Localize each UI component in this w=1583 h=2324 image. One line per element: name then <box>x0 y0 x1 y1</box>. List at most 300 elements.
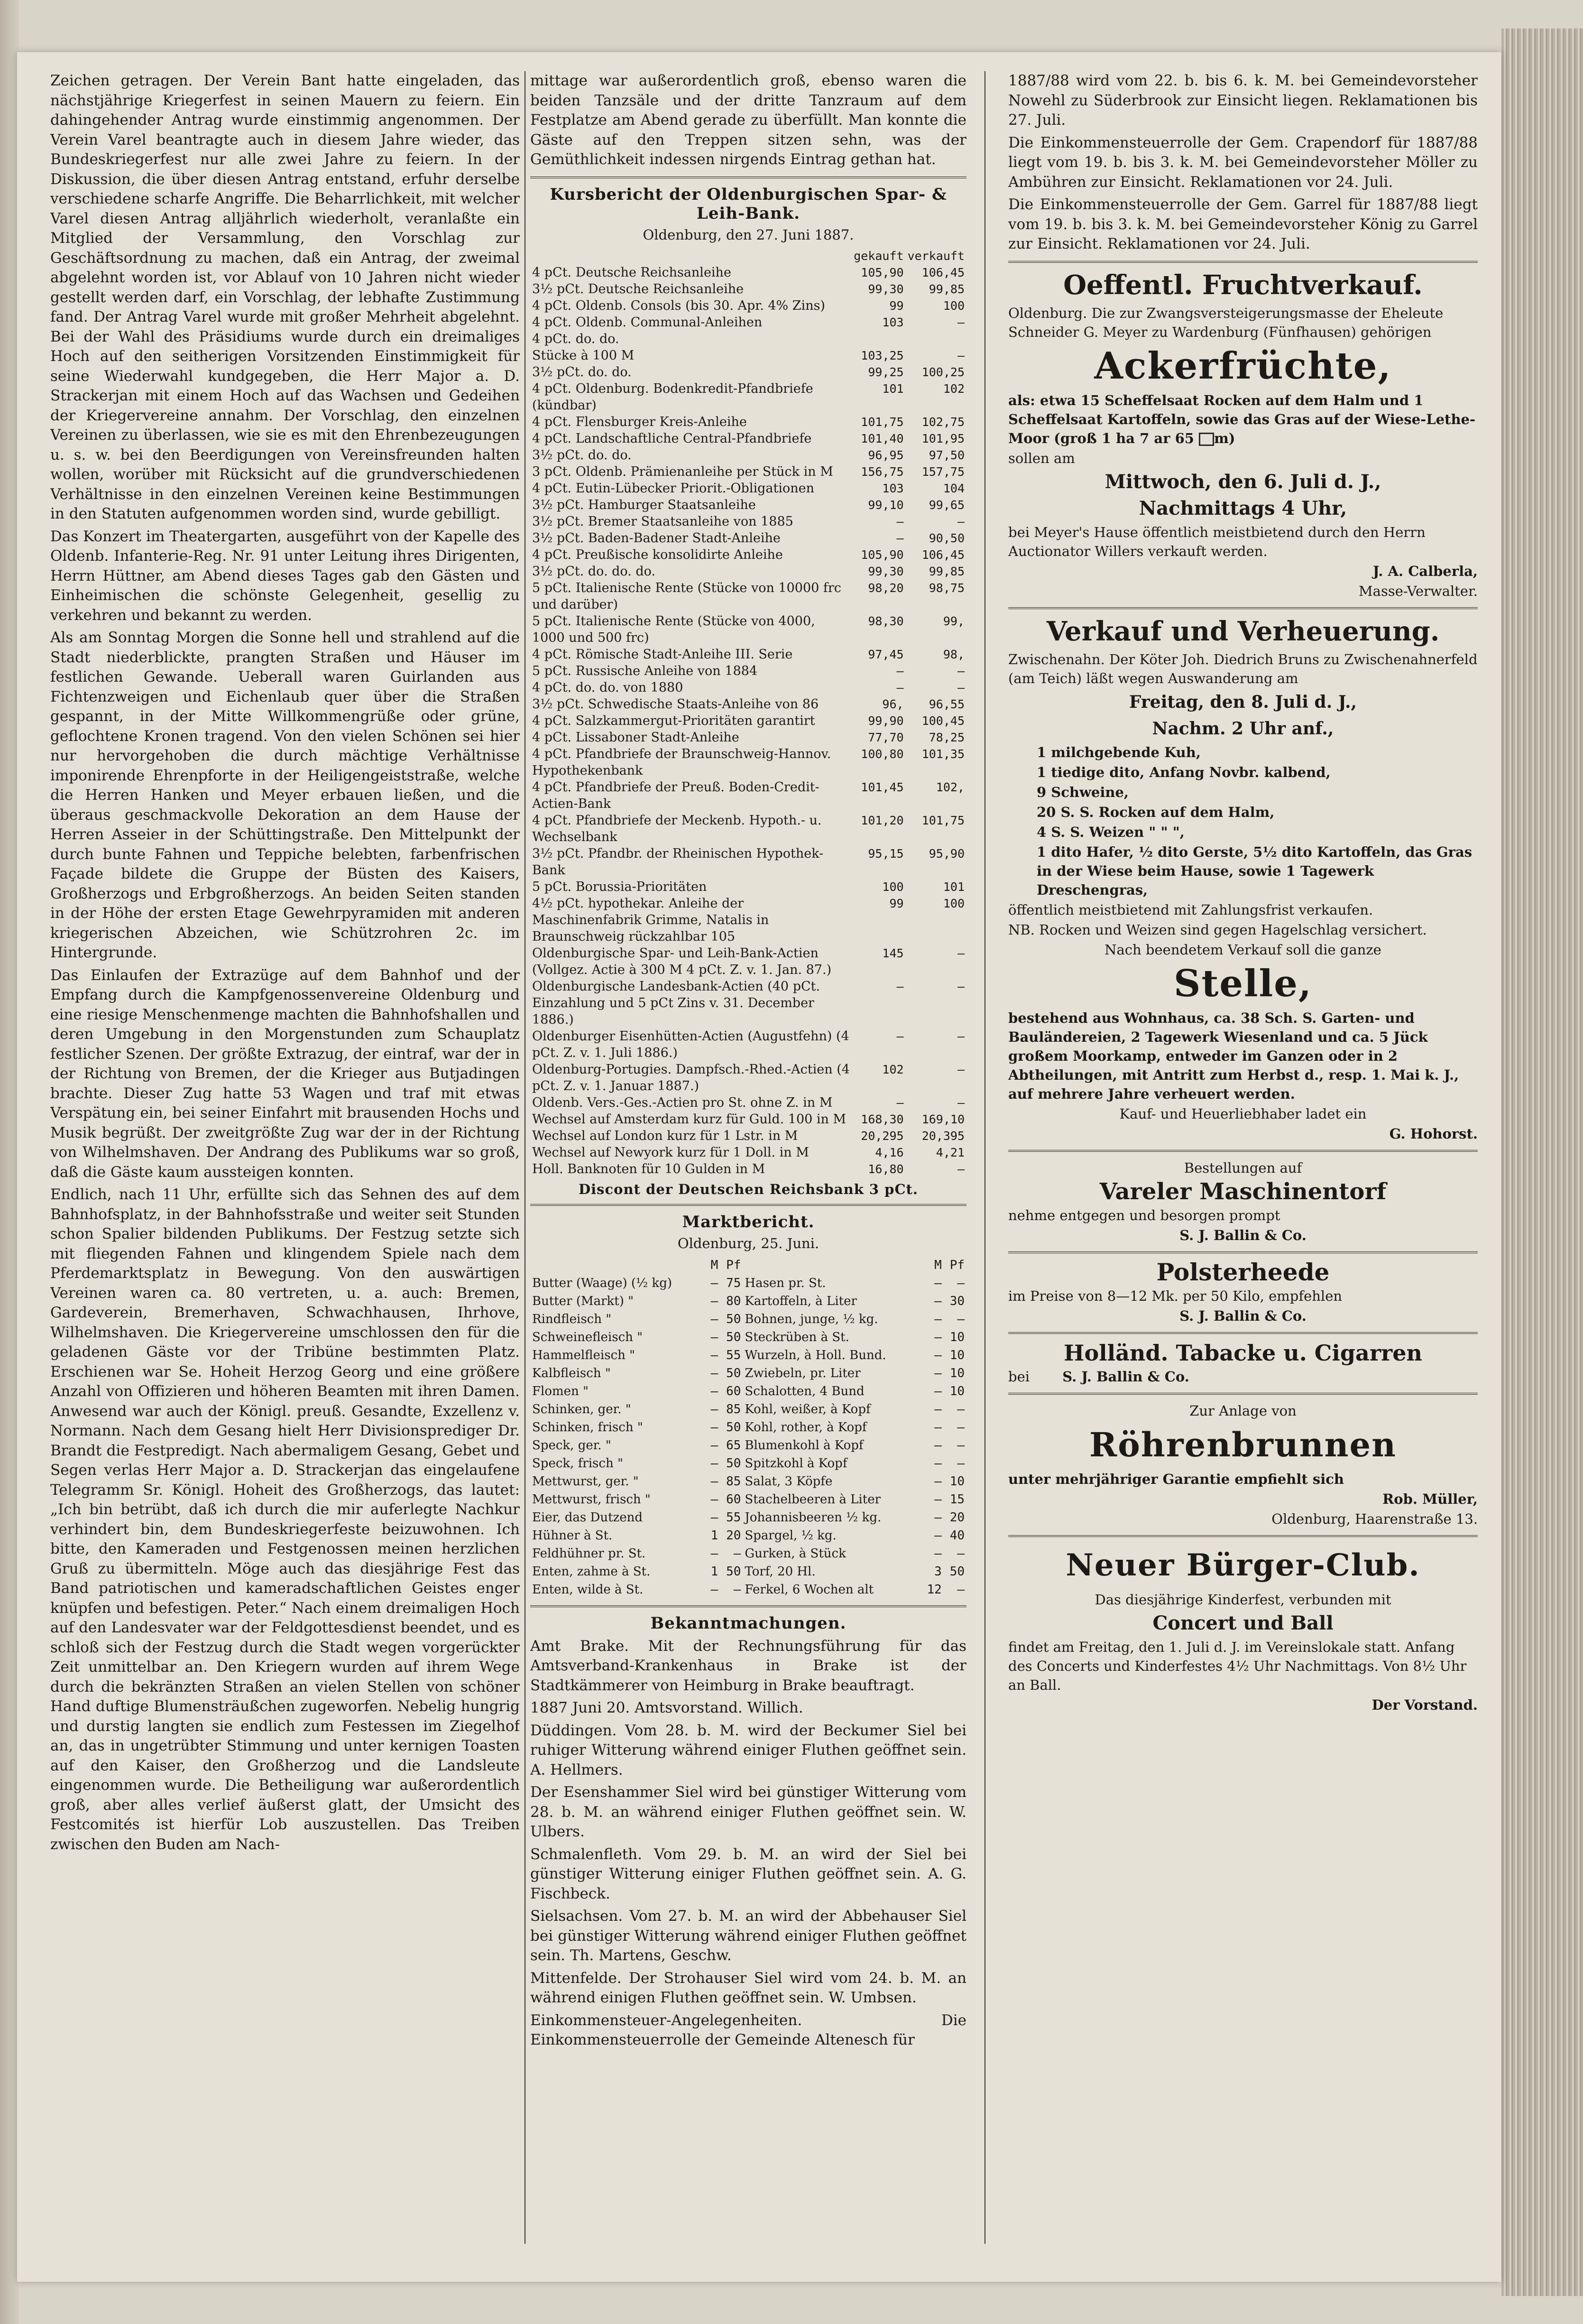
ad-text: bei Meyer's Hause öffentlich meistbietend durch den Herrn Auctionator Willers verkauft werden. <box>1008 524 1426 559</box>
kurs-verkauft: 169,10 <box>921 1112 965 1126</box>
kurs-security: 4 pCt. Römische Stadt-Anleihe III. Serie <box>532 647 793 662</box>
notice-paragraph: Die Einkommensteuerrolle der Gem. Garrel für 1887/88 liegt vom 19. b. bis 3. k. M. bei Gemeindevorsteher König zu Garrel zur Einsicht. Reklamationen vor 24. Juli. <box>1008 196 1478 252</box>
markt-item: Mettwurst, ger. " <box>532 1474 639 1489</box>
markt-pfennig: — <box>957 1456 965 1471</box>
column-2 <box>530 71 966 2053</box>
markt-item: Torf, 20 Hl. <box>745 1564 816 1579</box>
kurs-gekauft: — <box>896 680 904 694</box>
kurs-gekauft: 156,75 <box>861 464 904 479</box>
kurs-verkauft: 100,45 <box>921 713 965 728</box>
markt-item: Blumenkohl à Kopf <box>745 1438 864 1453</box>
kurs-row <box>530 297 966 314</box>
kurs-gekauft: 103 <box>882 315 904 329</box>
kurs-row <box>530 347 966 364</box>
markt-item: Schweinefleisch " <box>532 1330 643 1344</box>
notice-paragraph: 1887 Juni 20. Amtsvorstand. Willich. <box>530 1699 803 1716</box>
kurs-verkauft: — <box>957 1029 965 1043</box>
markt-mark: — <box>710 1294 718 1308</box>
markt-item: Johannisbeeren ½ kg. <box>745 1510 882 1525</box>
kurs-verkauft: 102,75 <box>921 415 965 429</box>
markt-row <box>530 1328 966 1346</box>
ad-item-list <box>1008 743 1478 899</box>
markt-mark: — <box>934 1330 942 1344</box>
kurs-gekauft: 77,70 <box>868 730 904 744</box>
kurs-verkauft: — <box>957 979 965 993</box>
markt-row <box>530 1509 966 1527</box>
kurs-gekauft: 100,80 <box>861 747 904 761</box>
ad-time: Nachmittags 4 Uhr, <box>1139 497 1347 519</box>
markt-pfennig: 20 <box>949 1510 965 1525</box>
markt-mark: — <box>710 1366 718 1380</box>
ad-text: unter mehrjähriger Garantie empfiehlt sich <box>1008 1471 1344 1487</box>
markt-pfennig: 60 <box>726 1492 741 1507</box>
markt-mark: — <box>710 1456 718 1471</box>
markt-mark: — <box>710 1348 718 1362</box>
ad-list-item: 4 S. S. Weizen " " ", <box>1037 824 1185 840</box>
unit-pfennig: Pf <box>949 1258 965 1272</box>
markt-row <box>530 1292 966 1310</box>
markt-item: Wurzeln, à Holl. Bund. <box>745 1348 886 1362</box>
kurs-row <box>530 497 966 513</box>
ad-signature: S. J. Ballin & Co. <box>1179 1307 1307 1324</box>
markt-pfennig: 55 <box>726 1510 741 1525</box>
markt-pfennig: — <box>957 1420 965 1435</box>
ad-text: NB. Rocken und Weizen sind gegen Hagelschlag versichert. <box>1008 921 1427 938</box>
kurs-gekauft: 99 <box>889 298 904 313</box>
markt-item: Kohl, rother, à Kopf <box>745 1420 867 1435</box>
kurs-gekauft: 145 <box>882 946 904 960</box>
kurs-row <box>530 447 966 463</box>
kurs-row <box>530 663 966 679</box>
kurs-gekauft: 96, <box>882 697 904 711</box>
kurs-security: Oldenburgische Landesbank-Actien (40 pCt. Einzahlung und 5 pCt Zins v. 31. December 1886.) <box>532 979 820 1027</box>
markt-pfennig: — <box>957 1546 965 1561</box>
markt-pfennig: 10 <box>949 1348 965 1362</box>
markt-mark: — <box>710 1582 718 1597</box>
markt-mark: — <box>710 1384 718 1398</box>
ad-date: Freitag, den 8. Juli d. J., <box>1129 692 1357 712</box>
ad-divider <box>1008 1535 1478 1537</box>
ad-title: Holländ. Tabacke u. Cigarren <box>1063 1340 1422 1366</box>
col-header-gekauft: gekauft <box>854 249 904 263</box>
kurs-row <box>530 430 966 447</box>
kurs-security: Holl. Banknoten für 10 Gulden in M <box>532 1161 765 1176</box>
article-paragraph: Zeichen getragen. Der Verein Bant hatte eingeladen, das nächstjährige Kriegerfest in seinen Mauern zu feiern. Ein dahingehender Antrag wurde einstimmig angenommen. Der Verein Varel beantragte auch in diesem Jahre wieder, das Bundeskriegerfest nur alle zwei Jahre zu feiern. In der Diskussion, die über diesen Antrag entstand, erfuhr derselbe verschiedene scharfe Angriffe. Die Beharrlichkeit, mit welcher Varel diesen Antrag alljährlich wiederholt, veranlaßte ein Mitglied der Versammlung, den Vorschlag zur Geschäftsordnung zu machen, daß ein Antrag, der zweimal abgelehnt worden ist, vor Ablauf von 10 Jahren nicht wieder gestellt werden darf, ein Vorschlag, der lebhafte Zustimmung fand. Der Antrag Varel wurde mit großer Mehrheit abgelehnt. Bei der Wahl des Präsidiums wurde durch ein dreimaliges Hoch auf den seitherigen Vorsitzenden Einstimmigkeit für seine Wiederwahl kundgegeben, die Herr Major a. D. Strackerjan mit einem Hoch auf das Wachsen und Gedeihen der Kriegervereine annahm. Der Vorschlag, den einzelnen Vereinen zu überlassen, wie sie es mit den Ehrenbezeugungen u. s. w. bei den Beerdigungen von Vereinsfreunden halten wollen, worüber mit Rücksicht auf die grundverschiedenen Verhältnisse in den einzelnen Vereinen keine Bestimmungen in den Statuten aufgenommen worden sind, wurde gebilligt. <box>50 72 520 522</box>
kurs-verkauft: — <box>957 1095 965 1110</box>
kurs-security: 3½ pCt. Hamburger Staatsanleihe <box>532 497 756 512</box>
kurs-row <box>530 1144 966 1161</box>
markt-pfennig: 60 <box>726 1384 741 1398</box>
markt-pfennig: — <box>957 1438 965 1453</box>
markt-row <box>530 1418 966 1436</box>
markt-pfennig: 10 <box>949 1330 965 1344</box>
kurs-gekauft: 101 <box>882 381 904 396</box>
kurs-gekauft: 101,40 <box>861 431 904 445</box>
ad-text: Zwischenahn. Der Köter Joh. Diedrich Bruns zu Zwischenahnerfeld (am Teich) läßt wegen Auswanderung am <box>1008 651 1478 686</box>
markt-pfennig: 40 <box>949 1528 965 1543</box>
kurs-row <box>530 380 966 414</box>
kurs-row <box>530 580 966 613</box>
kurs-verkauft: 99, <box>943 614 965 628</box>
kurs-gekauft: 102 <box>882 1062 904 1076</box>
kurs-gekauft: 20,295 <box>861 1129 904 1143</box>
markt-mark: — <box>710 1402 718 1417</box>
kurs-security: 5 pCt. Russische Anleihe von 1884 <box>532 663 757 678</box>
kurs-gekauft: 4,16 <box>875 1145 904 1159</box>
kurs-security: Wechsel auf London kurz für 1 Lstr. in M <box>532 1128 798 1143</box>
kurs-verkauft: 20,395 <box>921 1129 965 1143</box>
kurs-security: 3½ pCt. Deutsche Reichsanleihe <box>532 281 744 296</box>
kurs-security: Wechsel auf Newyork kurz für 1 Doll. in M <box>532 1145 809 1160</box>
kurs-verkauft: — <box>957 514 965 528</box>
ad-text: Zur Anlage von <box>1189 1402 1297 1419</box>
markt-pfennig: 65 <box>726 1438 741 1453</box>
markt-mark: — <box>934 1366 942 1380</box>
kurs-gekauft: 100 <box>882 880 904 894</box>
ad-list-item: 1 tiedige dito, Anfang Novbr. kalbend, <box>1037 764 1331 780</box>
kurs-verkauft: 97,50 <box>929 448 965 462</box>
kurs-security: Wechsel auf Amsterdam kurz für Guld. 100 in M <box>532 1111 847 1127</box>
kurs-verkauft: 99,85 <box>929 564 965 578</box>
kurs-security: 4 pCt. Pfandbriefe der Meckenb. Hypoth.- u. Wechselbank <box>532 813 822 844</box>
ad-signature: G. Hohorst. <box>1389 1125 1478 1142</box>
kurs-security: 4 pCt. Pfandbriefe der Preuß. Boden-Credit-Actien-Bank <box>532 779 819 811</box>
markt-mark: — <box>710 1546 718 1561</box>
kurs-verkauft: 157,75 <box>921 464 965 479</box>
markt-row <box>530 1364 966 1382</box>
markt-pfennig: — <box>957 1402 965 1417</box>
markt-row <box>530 1436 966 1454</box>
markt-mark: — <box>710 1276 718 1290</box>
markt-item: Schalotten, 4 Bund <box>745 1384 865 1398</box>
markt-item: Spitzkohl à Kopf <box>745 1456 847 1471</box>
markt-item: Butter (Markt) " <box>532 1294 634 1308</box>
markt-row <box>530 1545 966 1563</box>
markt-item: Salat, 3 Köpfe <box>745 1474 833 1489</box>
column-3 <box>1008 71 1478 1715</box>
newspaper-page <box>17 52 1501 2282</box>
ad-maschinentorf <box>1008 1158 1478 1245</box>
kurs-row <box>530 879 966 895</box>
markt-row <box>530 1310 966 1328</box>
kurs-row <box>530 1128 966 1144</box>
kurs-row <box>530 895 966 945</box>
kurs-gekauft: — <box>896 514 904 528</box>
kurs-security: Stücke à 100 M <box>532 348 635 363</box>
markt-item: Ferkel, 6 Wochen alt <box>745 1582 874 1597</box>
kurs-gekauft: — <box>896 1095 904 1110</box>
ad-text: Nach beendetem Verkauf soll die ganze <box>1104 941 1381 958</box>
kurs-gekauft: 99,30 <box>868 282 904 296</box>
notice-paragraph: Einkommensteuer-Angelegenheiten. Die Einkommensteuerrolle der Gemeinde Altenesch für <box>530 2011 966 2048</box>
kurs-security: 3½ pCt. do. do. <box>532 447 632 463</box>
markt-pfennig: 50 <box>726 1564 741 1579</box>
kurs-gekauft: — <box>896 1029 904 1043</box>
kurs-verkauft: 78,25 <box>929 730 965 744</box>
ad-list-item: 9 Schweine, <box>1037 784 1129 800</box>
kurs-gekauft: 99,30 <box>868 564 904 578</box>
ad-items-end: m) <box>1214 430 1235 446</box>
kurs-verkauft: 100,25 <box>921 365 965 379</box>
kurs-security: 4 pCt. Lissaboner Stadt-Anleihe <box>532 730 739 745</box>
book-page-edges <box>1501 28 1583 2296</box>
notice-paragraph: Sielsachsen. Vom 27. b. M. an wird der Abbehauser Siel bei günstiger Witterung während einiger Fluthen geöffnet sein. Th. Martens, Geschw. <box>530 1907 966 1964</box>
kurs-verkauft: 98,75 <box>929 581 965 595</box>
section-divider <box>530 1204 966 1206</box>
ad-text: Kauf- und Heuerliebhaber ladet ein <box>1119 1105 1367 1122</box>
markt-item: Schinken, frisch " <box>532 1420 643 1435</box>
markt-pfennig: 85 <box>726 1474 741 1489</box>
ad-title: Verkauf und Verheuerung. <box>1046 615 1440 647</box>
kurs-gekauft: 99 <box>889 896 904 910</box>
kurs-verkauft: 101,95 <box>921 431 965 445</box>
kurs-verkauft: 99,85 <box>929 282 965 296</box>
kurs-security: 4½ pCt. hypothekar. Anleihe der Maschinenfabrik Grimme, Natalis in Braunschweig rückzahlbar 105 <box>532 896 769 944</box>
markt-mark: — <box>934 1474 942 1489</box>
markt-pfennig: — <box>957 1312 965 1326</box>
kurs-security: 4 pCt. Landschaftliche Central-Pfandbriefe <box>532 431 812 446</box>
ad-signature-role: Masse-Verwalter. <box>1358 583 1478 599</box>
kurs-verkauft: — <box>957 946 965 960</box>
ad-tabacke <box>1008 1341 1478 1386</box>
kurs-row <box>530 1061 966 1094</box>
markt-pfennig: 75 <box>726 1276 741 1290</box>
kurs-verkauft <box>906 331 966 347</box>
kurs-row <box>530 1028 966 1061</box>
markt-item: Hammelfleisch " <box>532 1348 635 1362</box>
markt-item: Speck, frisch " <box>532 1456 623 1471</box>
ad-headline: Concert und Ball <box>1152 1611 1334 1634</box>
markt-row <box>530 1563 966 1581</box>
markt-item: Hasen pr. St. <box>745 1276 826 1290</box>
markt-date: Oldenburg, 25. Juni. <box>677 1235 819 1251</box>
ad-title: Polsterheede <box>1156 1258 1330 1286</box>
notice-paragraph: Mittenfelde. Der Strohauser Siel wird vom 24. b. M. an während einigen Fluthen geöffnet sein. W. Umbsen. <box>530 1969 966 2006</box>
markt-row <box>530 1491 966 1509</box>
markt-row <box>530 1581 966 1599</box>
ad-polsterheede <box>1008 1260 1478 1325</box>
markt-item: Enten, wilde à St. <box>532 1582 644 1597</box>
ad-text: Bestellungen auf <box>1184 1159 1302 1176</box>
ad-text: im Preise von 8—12 Mk. per 50 Kilo, empfehlen <box>1008 1287 1343 1304</box>
kurs-row <box>530 331 966 347</box>
kurs-row <box>530 1111 966 1128</box>
markt-item: Steckrüben à St. <box>745 1330 849 1344</box>
kurs-row <box>530 845 966 879</box>
markt-pfennig: — <box>733 1546 741 1561</box>
kurs-date: Oldenburg, den 27. Juni 1887. <box>643 226 854 243</box>
column-1 <box>50 71 520 1857</box>
ad-divider <box>1008 607 1478 609</box>
ad-signature: Rob. Müller, <box>1382 1491 1478 1507</box>
article-paragraph: Als am Sonntag Morgen die Sonne hell und strahlend auf die Stadt niederblickte, prangten Straßen und Häuser im festlichen Gewande. Ueberall waren Guirlanden aus Fichtenzweigen und Eichenlaub quer über die Straßen gespannt, in der Mitte Willkommengrüße oder grüne, geflochtene Kronen tragend. Von den vielen Schönen sei hier nur hervorgehoben die durch mächtige Verhältnisse imponirende Ehrenpforte in der Heiligengeiststraße, welche die Herren Hanken und Meyer erbauen ließen, und die überaus geschmackvolle Dekoration an dem Hause der Herren Asseier in der Schüttingstraße. Den Mittelpunkt der durch bunte Fahnen und Teppiche belebten, farbenfrischen Façade bildete die Gruppe der Büsten des Kaisers, Großherzogs und Erbgroßherzogs. An beiden Seiten standen in der Höhe der ersten Etage Gewehrpyramiden mit anderen kriegerischen Abzeichen, wie Schützrohren 2c. im Hintergrunde. <box>50 629 520 961</box>
ad-signature: S. J. Ballin & Co. <box>1179 1227 1307 1243</box>
ad-text <box>1008 391 1478 448</box>
ad-text: nehme entgegen und besorgen prompt <box>1008 1207 1280 1223</box>
markt-pfennig: 55 <box>726 1348 741 1362</box>
kurs-verkauft: 100 <box>943 298 965 313</box>
markt-item: Flomen " <box>532 1384 589 1398</box>
kurs-security: 4 pCt. Eutin-Lübecker Priorit.-Obligationen <box>532 481 814 496</box>
kurs-verkauft: 96,55 <box>929 697 965 711</box>
markt-mark: 3 <box>934 1564 942 1579</box>
markt-mark: — <box>710 1312 718 1326</box>
ad-text: sollen am <box>1008 450 1075 466</box>
kurs-gekauft: 101,75 <box>861 415 904 429</box>
kurs-row <box>530 945 966 978</box>
kurs-row <box>530 546 966 563</box>
markt-mark: — <box>934 1402 942 1417</box>
markt-mark: — <box>934 1546 942 1561</box>
ad-time: Nachm. 2 Uhr anf., <box>1152 718 1334 739</box>
markt-mark: — <box>710 1330 718 1344</box>
kurs-row <box>530 264 966 281</box>
kurs-verkauft: — <box>957 315 965 329</box>
kurs-gekauft: 168,30 <box>861 1112 904 1126</box>
markt-mark: — <box>710 1492 718 1507</box>
ad-title: Oeffentl. Fruchtverkauf. <box>1063 269 1423 301</box>
kurs-verkauft: — <box>957 664 965 678</box>
markt-pfennig: 80 <box>726 1294 741 1308</box>
markt-mark: — <box>934 1438 942 1453</box>
markt-pfennig: 15 <box>949 1492 965 1507</box>
markt-row <box>530 1274 966 1292</box>
markt-pfennig: 85 <box>726 1402 741 1417</box>
ad-list-item: 1 dito Hafer, ½ dito Gerste, 5½ dito Kartoffeln, das Gras in der Wiese beim Hause, sowie 1 Tagewerk Dreschengras, <box>1037 843 1473 898</box>
kurs-security: 4 pCt. Deutsche Reichsanleihe <box>532 265 731 280</box>
ad-buerger-club <box>1008 1544 1478 1714</box>
ad-headline: Ackerfrüchte, <box>1094 344 1392 388</box>
kurs-security: 3½ pCt. do. do. do. <box>532 564 655 579</box>
ad-signature: J. A. Calberla, <box>1372 563 1478 579</box>
kurs-row <box>530 696 966 713</box>
kurs-verkauft: — <box>957 1162 965 1176</box>
kurs-verkauft: 4,21 <box>936 1145 965 1159</box>
markt-mark: — <box>934 1276 942 1290</box>
kurs-security: 5 pCt. Italienische Rente (Stücke von 10000 frc und darüber) <box>532 580 841 612</box>
ad-text: bestehend aus Wohnhaus, ca. 38 Sch. S. Garten- und Bauländereien, 2 Tagewerk Wiesenland und ca. 5 Jück großem Moorkamp, entweder im Ganzen oder in 2 Abtheilungen, mit Antritt zum Herbst d., resp. 1. Mai k. J., auf mehrere Jahre verheuert werden. <box>1008 1009 1459 1102</box>
kurs-row <box>530 480 966 497</box>
markt-pfennig: 20 <box>726 1528 741 1543</box>
kurs-security: 4 pCt. Pfandbriefe der Braunschweig-Hannov. Hypothekenbank <box>532 746 831 778</box>
kurs-verkauft: — <box>957 680 965 694</box>
discount-line: Discont der Deutschen Reichsbank 3 pCt. <box>578 1181 919 1197</box>
markt-pfennig: — <box>733 1582 741 1597</box>
kurs-row <box>530 463 966 480</box>
ad-signature: Der Vorstand. <box>1371 1696 1478 1713</box>
kurs-security: 3½ pCt. do. do. <box>532 364 632 380</box>
kurs-row <box>530 530 966 546</box>
kurs-row <box>530 513 966 530</box>
kurs-row <box>530 314 966 331</box>
kurs-row <box>530 978 966 1028</box>
markt-row <box>530 1346 966 1364</box>
kurs-gekauft: 95,15 <box>868 846 904 861</box>
kurs-row <box>530 1094 966 1111</box>
markt-pfennig: — <box>957 1582 965 1597</box>
kurs-gekauft: — <box>896 531 904 545</box>
markt-pfennig: 10 <box>949 1366 965 1380</box>
kurs-security: 4 pCt. do. do. von 1880 <box>532 680 683 695</box>
kurs-verkauft: 102 <box>943 381 965 396</box>
kurs-security: 4 pCt. do. do. <box>532 331 619 346</box>
ad-text: findet am Freitag, den 1. Juli d. J. im Vereinslokale statt. Anfang des Concerts und Kinderfestes 4½ Uhr Nachmittags. Von 8½ Uhr an Ball. <box>1008 1639 1467 1693</box>
markt-item: Schinken, ger. " <box>532 1402 631 1417</box>
kurs-verkauft: 90,50 <box>929 531 965 545</box>
section-divider <box>530 1605 966 1607</box>
kurs-row <box>530 1161 966 1177</box>
ad-divider <box>1008 1251 1478 1253</box>
kurs-gekauft: — <box>896 664 904 678</box>
ad-title: Vareler Maschinentorf <box>1099 1178 1387 1205</box>
ad-title: Neuer Bürger-Club. <box>1066 1547 1420 1583</box>
notice-paragraph: 1887/88 wird vom 22. b. bis 6. k. M. bei Gemeindevorsteher Nowehl zu Süderbrook zur Einsicht liegen. Reklamationen bis 27. Juli. <box>1008 72 1478 129</box>
kurs-gekauft: — <box>896 979 904 993</box>
markt-pfennig: 50 <box>726 1312 741 1326</box>
markt-pfennig: 50 <box>726 1366 741 1380</box>
markt-mark: — <box>934 1492 942 1507</box>
unit-pfennig: Pf <box>726 1258 741 1272</box>
kurs-gekauft: 98,30 <box>868 614 904 628</box>
markt-item: Hühner à St. <box>532 1528 613 1543</box>
notice-paragraph: Amt Brake. Mit der Rechnungsführung für das Amtsverband-Krankenhaus in Brake ist der Stadtkämmerer von Heimburg in Brake beauftragt. <box>530 1637 966 1694</box>
markt-pfennig: 50 <box>949 1564 965 1579</box>
markt-item: Enten, zahme à St. <box>532 1564 651 1579</box>
markt-item: Kartoffeln, à Liter <box>745 1294 857 1308</box>
markt-mark: — <box>934 1384 942 1398</box>
ad-list-item: 1 milchgebende Kuh, <box>1037 744 1201 760</box>
kurs-verkauft: — <box>957 348 965 362</box>
kurs-row <box>530 812 966 845</box>
kurs-verkauft: 99,65 <box>929 498 965 512</box>
markt-item: Feldhühner pr. St. <box>532 1546 646 1561</box>
markt-pfennig: — <box>957 1276 965 1290</box>
kurs-security: 3½ pCt. Pfandbr. der Rheinischen Hypothek-Bank <box>532 846 824 878</box>
markt-mark: — <box>934 1294 942 1308</box>
kurs-gekauft: 99,25 <box>868 365 904 379</box>
kurs-security: 4 pCt. Oldenburg. Bodenkredit-Pfandbriefe (kündbar) <box>532 381 813 413</box>
ad-divider <box>1008 1332 1478 1334</box>
kurs-security: 3½ pCt. Baden-Badener Stadt-Anleihe <box>532 530 781 546</box>
ad-divider <box>1008 1393 1478 1395</box>
square-symbol <box>1199 433 1214 446</box>
kurs-row <box>530 613 966 646</box>
markt-item: Mettwurst, frisch " <box>532 1492 651 1507</box>
article-paragraph: mittage war außerordentlich groß, ebenso waren die beiden Tanzsäle und der dritte Tanzraum auf dem Festplatze am Abend gerade zu überfüllt. Man konnte die Gäste auf den Treppen sitzen sehn, was der Gemüthlichkeit indessen nirgends Eintrag gethan hat. <box>530 72 966 168</box>
markt-item: Zwiebeln, pr. Liter <box>745 1366 861 1380</box>
kurs-verkauft: 102, <box>936 780 965 794</box>
kurs-security: 3½ pCt. Bremer Staatsanleihe von 1885 <box>532 514 793 529</box>
markt-item: Kalbfleisch " <box>532 1366 611 1380</box>
kurs-row <box>530 281 966 297</box>
notice-paragraph: Schmalenfleth. Vom 29. b. M. an wird der Siel bei günstiger Witterung einiger Fluthen geöffnet sein. A. G. Fischbeck. <box>530 1845 966 1902</box>
kurs-gekauft: 105,90 <box>861 265 904 279</box>
ad-verkauf <box>1008 616 1478 1143</box>
markt-item: Bohnen, junge, ½ kg. <box>745 1312 878 1326</box>
kurs-gekauft: 98,20 <box>868 581 904 595</box>
notice-paragraph: Die Einkommensteuerrolle der Gem. Crapendorf für 1887/88 liegt vom 19. b. bis 3. k. M. bei Gemeindevorsteher Möller zu Ambühren zur Einsicht. Reklamationen vor 24. Juli. <box>1008 134 1478 191</box>
kurs-security: 5 pCt. Borussia-Prioritäten <box>532 879 707 894</box>
notice-paragraph: Düddingen. Vom 28. b. M. wird der Beckumer Siel bei ruhiger Witterung während einiger Fluthen geöffnet sein. A. Hellmers. <box>530 1722 966 1778</box>
markt-item: Gurken, à Stück <box>745 1546 846 1561</box>
markt-mark: — <box>710 1510 718 1525</box>
kurs-security: Oldenburger Eisenhütten-Actien (Augustfehn) (4 pCt. Z. v. 1. Juli 1886.) <box>532 1028 849 1060</box>
kurs-row <box>530 563 966 580</box>
kurs-gekauft: 105,90 <box>861 547 904 562</box>
markt-pfennig: 50 <box>726 1456 741 1471</box>
article-paragraph: Das Einlaufen der Extrazüge auf dem Bahnhof und der Empfang durch die Kampfgenossenvereine Oldenburg und eine riesige Menschenmenge machten die Bahnhofshallen und deren Umgebung in den Morgenstunden zum Schauplatz festlicher Szenen. Der größte Extrazug, der eintraf, war der in der Richtung von Bremen, der die Krieger aus Butjadingen brachte. Dieser Zug hatte 53 Wagen und traf mit etwas Verspätung ein, bei seiner Einfahrt mit brausenden Hochs und Musik begrüßt. Der zweitgrößte Zug war der in der Richtung von Wilhelmshaven. Der Andrang des Publikums war so groß, daß die Gäste kaum aussteigen konnten. <box>50 966 520 1181</box>
kurs-row <box>530 414 966 430</box>
